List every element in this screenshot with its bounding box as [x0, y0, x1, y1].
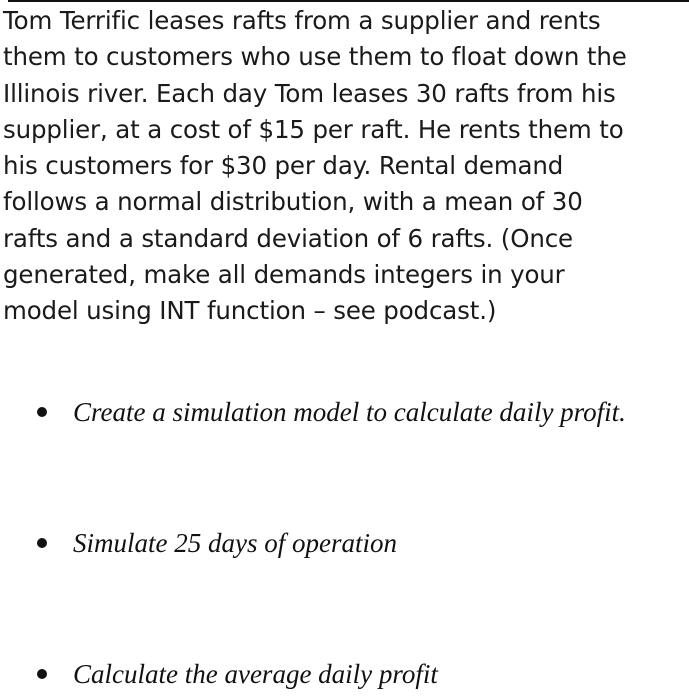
bullet-icon	[37, 407, 47, 417]
bullet-icon	[37, 669, 47, 679]
problem-line: Tom Terrific leases rafts from a supplier and rents	[3, 6, 601, 35]
problem-line: generated, make all demands integers in your	[3, 260, 565, 290]
problem-line: rafts and a standard deviation of 6 rafts. (Once	[3, 223, 573, 253]
task-item-simulate	[0, 523, 689, 563]
task-item-create-model	[0, 392, 689, 432]
task-text: Calculate the average daily profit	[73, 659, 438, 689]
problem-line: supplier, at a cost of $15 per raft. He rents them to	[3, 114, 624, 144]
task-item-average-profit	[0, 654, 689, 694]
problem-line: model using INT function – see podcast.)	[3, 296, 497, 326]
top-divider	[8, 0, 689, 2]
problem-line: follows a normal distribution, with a mean of 30	[3, 187, 583, 217]
bullet-icon	[37, 538, 47, 548]
problem-line: them to customers who use them to float down the	[3, 42, 627, 72]
task-text: Create a simulation model to calculate daily profit.	[73, 397, 626, 427]
problem-line: his customers for $30 per day. Rental demand	[3, 151, 564, 181]
task-text: Simulate 25 days of operation	[73, 528, 397, 558]
problem-line: Illinois river. Each day Tom leases 30 rafts from his	[3, 78, 616, 108]
problem-statement	[3, 3, 687, 330]
